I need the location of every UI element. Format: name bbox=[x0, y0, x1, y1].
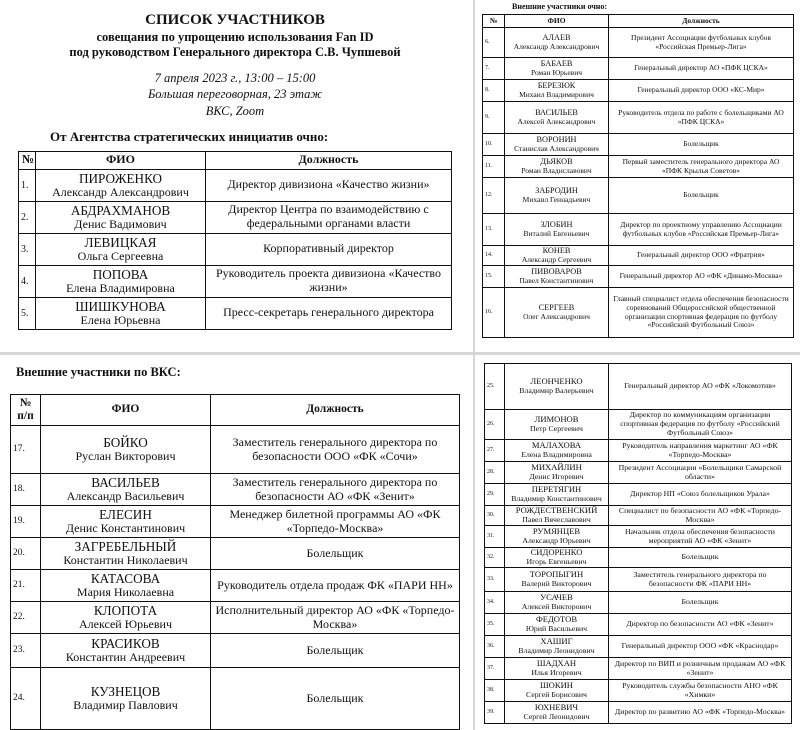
row-number: 31. bbox=[485, 526, 505, 548]
participant-name bbox=[505, 680, 609, 702]
row-number: 14. bbox=[483, 246, 505, 266]
table-row bbox=[11, 474, 460, 506]
participant-last-name: КАТАСОВА bbox=[90, 571, 161, 587]
row-number: 22. bbox=[11, 602, 41, 634]
participant-last-name: ПИВОВАРОВ bbox=[531, 267, 582, 277]
participant-position: Генеральный директор АО «ФК «Динамо-Москва» bbox=[609, 266, 794, 288]
participant-position: Болельщик bbox=[211, 668, 460, 730]
table-row bbox=[485, 636, 792, 658]
participant-last-name: ЕЛЕСИН bbox=[99, 507, 152, 523]
participant-position: Заместитель генерального директора по безопасности АО «ФК «Зенит» bbox=[211, 474, 460, 506]
participant-name bbox=[505, 614, 609, 636]
participant-last-name: ВАСИЛЬЕВ bbox=[91, 475, 160, 491]
participant-last-name: БАБАЕВ bbox=[540, 59, 573, 69]
table-row bbox=[19, 233, 452, 265]
participant-position: Генеральный директор АО «ФК «Локомотив» bbox=[609, 364, 792, 410]
row-number: 25. bbox=[485, 364, 505, 410]
table-row bbox=[485, 526, 792, 548]
participants-table-external-vks bbox=[10, 394, 460, 730]
column-header-position: Должность bbox=[211, 395, 460, 426]
participant-position: Генеральный директор ООО «ФК «Краснодар» bbox=[609, 636, 792, 658]
participant-first-name: Виталий Евгеньевич bbox=[523, 228, 590, 238]
participant-first-name: Алексей Викторович bbox=[521, 601, 592, 611]
participant-first-name: Роман Владиславович bbox=[521, 165, 592, 175]
table-row bbox=[11, 538, 460, 570]
participant-first-name: Елена Юрьевна bbox=[80, 312, 161, 327]
participant-last-name: ЛИМОНОВ bbox=[534, 414, 579, 425]
participant-first-name: Денис Игоревич bbox=[529, 471, 584, 481]
participant-name bbox=[505, 592, 609, 614]
participant-position: Руководитель отдела по работе с болельщиками АО «ПФК ЦСКА» bbox=[609, 102, 794, 134]
participant-first-name: Олег Александрович bbox=[523, 311, 590, 321]
participant-last-name: АБДРАХМАНОВ bbox=[70, 202, 171, 218]
participant-position: Директор по коммуникациям организации спортивная федерация по футболу «Российский Футбольный Союз» bbox=[609, 410, 792, 440]
table-row bbox=[485, 548, 792, 568]
table-row bbox=[483, 134, 794, 156]
table-row bbox=[485, 702, 792, 724]
row-number: 16. bbox=[483, 288, 505, 338]
participant-position: Руководитель службы безопасности АНО «ФК «Химки» bbox=[609, 680, 792, 702]
row-number: 6. bbox=[483, 28, 505, 58]
participant-last-name: ДЬЯКОВ bbox=[540, 157, 573, 167]
participant-position: Президент Ассоциации футбольных клубов «Российская Премьер-Лига» bbox=[609, 28, 794, 58]
participant-position: Болельщик bbox=[609, 178, 794, 214]
participant-last-name: ШОКИН bbox=[540, 680, 573, 691]
table-row bbox=[485, 568, 792, 592]
table-row bbox=[485, 658, 792, 680]
row-number: 32. bbox=[485, 548, 505, 568]
participant-name bbox=[41, 570, 211, 602]
table-header-row bbox=[11, 395, 460, 426]
row-number: 24. bbox=[11, 668, 41, 730]
participant-position: Исполнительный директор АО «ФК «Торпедо-Москва» bbox=[211, 602, 460, 634]
row-number: 9. bbox=[483, 102, 505, 134]
participant-last-name: ЗЛОБИН bbox=[540, 220, 573, 230]
participant-position: Начальник отдела обеспечения безопасности мероприятий АО «ФК «Зенит» bbox=[609, 526, 792, 548]
section-external-vks-heading: Внешние участники по ВКС: bbox=[16, 365, 181, 379]
participant-position: Специалист по безопасности АО «ФК «Торпедо-Москва» bbox=[609, 506, 792, 526]
page-4-panel bbox=[478, 357, 800, 730]
participant-last-name: ЛЕОНЧЕНКО bbox=[530, 376, 583, 387]
table-row bbox=[485, 484, 792, 506]
table-row bbox=[485, 614, 792, 636]
row-number: 30. bbox=[485, 506, 505, 526]
participant-last-name: БОЙКО bbox=[103, 435, 148, 451]
participants-table-external-vks-continued bbox=[484, 363, 792, 724]
column-header-position: Должность bbox=[206, 151, 452, 169]
participant-position: Руководитель направления маркетинг АО «ФК «Торпедо-Москва» bbox=[609, 440, 792, 462]
participant-last-name: УСАЧЕВ bbox=[540, 592, 573, 603]
row-number: 12. bbox=[483, 178, 505, 214]
participant-first-name: Владимир Павлович bbox=[73, 698, 178, 713]
table-row bbox=[483, 28, 794, 58]
participant-name bbox=[36, 265, 206, 297]
table-row bbox=[11, 570, 460, 602]
participant-first-name: Петр Сергеевич bbox=[530, 423, 583, 433]
row-number: 36. bbox=[485, 636, 505, 658]
participant-position: Генеральный директор ООО «Фратрия» bbox=[609, 246, 794, 266]
participant-first-name: Михаил Владимирович bbox=[519, 89, 594, 99]
table-header-row bbox=[483, 15, 794, 28]
row-number: 15. bbox=[483, 266, 505, 288]
participant-first-name: Игорь Евгеньевич bbox=[526, 556, 587, 566]
participant-name bbox=[505, 526, 609, 548]
participant-last-name: ПИРОЖЕНКО bbox=[78, 170, 163, 186]
participant-position: Директор по безопасности АО «ФК «Зенит» bbox=[609, 614, 792, 636]
participant-position: Директор по проектному управлению Ассоциации футбольных клубов «Российская Премьер-Лига» bbox=[609, 214, 794, 246]
participant-first-name: Станислав Александрович bbox=[514, 143, 599, 153]
participant-position: Менеджер билетной программы АО «ФК «Торпедо-Москва» bbox=[211, 506, 460, 538]
participant-first-name: Алексей Юрьевич bbox=[79, 617, 172, 632]
column-header-number: № bbox=[19, 151, 36, 169]
column-header-name: ФИО bbox=[36, 151, 206, 169]
participant-position: Пресс-секретарь генерального директора bbox=[206, 297, 452, 329]
row-number: 21. bbox=[11, 570, 41, 602]
participant-last-name: ПЕРЕТЯГИН bbox=[531, 484, 582, 495]
row-number: 7. bbox=[483, 58, 505, 80]
document-subtitle-2: под руководством Генерального директора С.В. Чупшевой bbox=[69, 45, 401, 59]
participant-last-name: КУЗНЕЦОВ bbox=[90, 684, 161, 700]
page-1-panel bbox=[0, 0, 470, 350]
participant-name bbox=[505, 58, 609, 80]
participant-first-name: Константин Николаевич bbox=[63, 553, 188, 568]
participant-first-name: Михаил Геннадьевич bbox=[522, 194, 591, 204]
table-row bbox=[11, 668, 460, 730]
row-number: 11. bbox=[483, 156, 505, 178]
participant-first-name: Александр Юрьевич bbox=[522, 535, 591, 545]
participant-last-name: СИДОРЕНКО bbox=[530, 547, 583, 558]
table-row bbox=[483, 178, 794, 214]
row-number: 13. bbox=[483, 214, 505, 246]
participant-first-name: Илья Игоревич bbox=[531, 667, 582, 677]
column-header-name: ФИО bbox=[41, 395, 211, 426]
participants-table-asi bbox=[18, 151, 452, 330]
row-number: 28. bbox=[485, 462, 505, 484]
participant-name bbox=[41, 668, 211, 730]
participant-first-name: Павел Константинович bbox=[519, 275, 594, 285]
participant-name bbox=[505, 80, 609, 102]
table-row bbox=[485, 506, 792, 526]
row-number: 1. bbox=[19, 169, 36, 201]
participant-position: Руководитель отдела продаж ФК «ПАРИ НН» bbox=[211, 570, 460, 602]
column-header-name: ФИО bbox=[505, 15, 609, 28]
participant-last-name: ТОРОПЫГИН bbox=[529, 569, 584, 580]
participant-name bbox=[505, 246, 609, 266]
table-row bbox=[485, 410, 792, 440]
participant-position: Директор дивизиона «Качество жизни» bbox=[206, 169, 452, 201]
meeting-place: Большая переговорная, 23 этаж bbox=[147, 87, 323, 102]
participant-last-name: БЕРЕЗЮК bbox=[537, 81, 576, 91]
section-asi-heading: От Агентства стратегических инициатив очно: bbox=[50, 128, 329, 144]
participant-name bbox=[41, 426, 211, 474]
participant-name bbox=[505, 506, 609, 526]
participant-name bbox=[505, 658, 609, 680]
row-number: 33. bbox=[485, 568, 505, 592]
participant-last-name: ФЕДОТОВ bbox=[535, 614, 578, 625]
participant-name bbox=[505, 214, 609, 246]
participant-position: Главный специалист отдела обеспечения безопасности соревнований Общероссийской общественной организации спортивная федерация по футболу «Российский Футбольный Союз» bbox=[609, 288, 794, 338]
participant-last-name: ВОРОНИН bbox=[536, 135, 577, 145]
table-row bbox=[485, 592, 792, 614]
participant-last-name: КРАСИКОВ bbox=[91, 636, 160, 652]
participant-first-name: Павел Вячеславович bbox=[522, 514, 591, 524]
participant-name bbox=[505, 440, 609, 462]
row-number: 37. bbox=[485, 658, 505, 680]
participant-last-name: АЛАЕВ bbox=[542, 33, 571, 43]
table-row bbox=[11, 602, 460, 634]
page-2-panel bbox=[478, 0, 800, 352]
table-row bbox=[11, 634, 460, 668]
row-number: 26. bbox=[485, 410, 505, 440]
row-number: 4. bbox=[19, 265, 36, 297]
participant-name bbox=[505, 134, 609, 156]
meeting-datetime: 7 апреля 2023 г., 13:00 – 15:00 bbox=[154, 71, 316, 85]
table-row bbox=[483, 80, 794, 102]
participant-position: Болельщик bbox=[609, 548, 792, 568]
participant-name bbox=[36, 297, 206, 329]
row-number: 23. bbox=[11, 634, 41, 668]
participant-name bbox=[505, 568, 609, 592]
panel-divider-vertical bbox=[473, 0, 475, 730]
row-number: 39. bbox=[485, 702, 505, 724]
participant-first-name: Александр Сергеевич bbox=[521, 254, 592, 264]
table-row bbox=[19, 201, 452, 233]
document-title: СПИСОК УЧАСТНИКОВ bbox=[145, 12, 325, 28]
row-number: 3. bbox=[19, 233, 36, 265]
participant-name bbox=[41, 506, 211, 538]
participant-last-name: ШИШКУНОВА bbox=[75, 298, 166, 314]
table-row bbox=[19, 297, 452, 329]
row-number: 8. bbox=[483, 80, 505, 102]
row-number: 27. bbox=[485, 440, 505, 462]
participant-position: Болельщик bbox=[609, 592, 792, 614]
column-header-number: № п/п bbox=[11, 395, 41, 426]
participant-position: Заместитель генерального директора по безопасности ООО «ФК «Сочи» bbox=[211, 426, 460, 474]
participant-first-name: Александр Александрович bbox=[513, 41, 600, 51]
participant-position: Руководитель проекта дивизиона «Качество жизни» bbox=[206, 265, 452, 297]
participant-last-name: МИХАЙЛИН bbox=[531, 462, 582, 473]
participant-position: Директор по ВИП и розничным продажам АО «ФК «Зенит» bbox=[609, 658, 792, 680]
participants-table-external-inperson bbox=[482, 14, 794, 338]
row-number: 34. bbox=[485, 592, 505, 614]
table-row bbox=[483, 102, 794, 134]
participant-last-name: ЗАГРЕБЕЛЬНЫЙ bbox=[74, 539, 177, 555]
participant-name bbox=[41, 602, 211, 634]
section-external-inperson-heading: Внешние участники очно: bbox=[512, 2, 608, 11]
participant-last-name: ВАСИЛЬЕВ bbox=[535, 108, 578, 118]
participant-first-name: Валерий Викторович bbox=[521, 578, 592, 588]
table-row bbox=[485, 364, 792, 410]
participant-first-name: Денис Константинович bbox=[65, 521, 186, 536]
participant-last-name: ЗАБРОДИН bbox=[535, 186, 578, 196]
table-row bbox=[11, 426, 460, 474]
participant-name bbox=[41, 634, 211, 668]
participant-name bbox=[36, 201, 206, 233]
participant-name bbox=[505, 28, 609, 58]
participant-last-name: ЮХНЕВИЧ bbox=[534, 702, 579, 713]
row-number: 29. bbox=[485, 484, 505, 506]
participant-name bbox=[505, 410, 609, 440]
participant-first-name: Сергей Леонидович bbox=[523, 711, 590, 721]
table-row bbox=[483, 214, 794, 246]
participant-position: Первый заместитель генерального директора АО «ПФК Крылья Советов» bbox=[609, 156, 794, 178]
participant-position: Директор Центра по взаимодействию с федеральными органами власти bbox=[206, 201, 452, 233]
participant-first-name: Руслан Викторович bbox=[75, 449, 176, 464]
row-number: 5. bbox=[19, 297, 36, 329]
participant-first-name: Елена Владимировна bbox=[66, 280, 175, 295]
participant-first-name: Ольга Сергеевна bbox=[77, 248, 164, 263]
participant-position: Директор НП «Союз болельщиков Урала» bbox=[609, 484, 792, 506]
participant-name bbox=[36, 233, 206, 265]
table-row bbox=[485, 462, 792, 484]
participant-position: Генеральный директор АО «ПФК ЦСКА» bbox=[609, 58, 794, 80]
participant-first-name: Мария Николаевна bbox=[76, 585, 175, 600]
participant-position: Директор по развитию АО «ФК «Торпедо-Москва» bbox=[609, 702, 792, 724]
participant-first-name: Юрий Васильевич bbox=[525, 623, 588, 633]
participant-first-name: Роман Юрьевич bbox=[530, 67, 583, 77]
participant-first-name: Елена Владимировна bbox=[521, 449, 592, 459]
participant-position: Болельщик bbox=[609, 134, 794, 156]
participant-name bbox=[505, 702, 609, 724]
meeting-format: ВКС, Zoom bbox=[205, 103, 265, 118]
participant-first-name: Владимир Валерьевич bbox=[519, 385, 594, 395]
participant-position: Болельщик bbox=[211, 538, 460, 570]
participant-name bbox=[505, 266, 609, 288]
participant-last-name: ЛЕВИЦКАЯ bbox=[84, 234, 157, 250]
table-row bbox=[483, 156, 794, 178]
table-row bbox=[483, 246, 794, 266]
participant-last-name: ПОПОВА bbox=[92, 266, 149, 282]
participant-position: Заместитель генерального директора по безопасности ФК «ПАРИ НН» bbox=[609, 568, 792, 592]
participant-position: Генеральный директор ООО «КС-Мир» bbox=[609, 80, 794, 102]
participant-last-name: СЕРГЕЕВ bbox=[538, 303, 575, 313]
table-row bbox=[483, 58, 794, 80]
participant-name bbox=[505, 178, 609, 214]
participant-last-name: ХАШИГ bbox=[540, 636, 573, 647]
row-number: 10. bbox=[483, 134, 505, 156]
participant-name bbox=[41, 538, 211, 570]
participant-position: Президент Ассоциации «Болельщики Самарской области» bbox=[609, 462, 792, 484]
participant-name bbox=[505, 548, 609, 568]
participant-name bbox=[505, 156, 609, 178]
table-row bbox=[11, 506, 460, 538]
participant-name bbox=[505, 288, 609, 338]
participant-first-name: Константин Андреевич bbox=[65, 650, 186, 665]
participant-last-name: МАЛАХОВА bbox=[531, 440, 582, 451]
participant-first-name: Сергей Борисович bbox=[526, 689, 587, 699]
table-header-row bbox=[19, 151, 452, 169]
row-number: 20. bbox=[11, 538, 41, 570]
participant-first-name: Александр Васильевич bbox=[66, 489, 185, 504]
row-number: 2. bbox=[19, 201, 36, 233]
row-number: 35. bbox=[485, 614, 505, 636]
participant-first-name: Алексей Александрович bbox=[517, 116, 596, 126]
participant-position: Корпоративный директор bbox=[206, 233, 452, 265]
column-header-number: № bbox=[483, 15, 505, 28]
participant-last-name: РОЖДЕСТВЕНСКИЙ bbox=[515, 505, 598, 516]
participant-name bbox=[505, 484, 609, 506]
participant-name bbox=[36, 169, 206, 201]
table-row bbox=[19, 169, 452, 201]
participant-name bbox=[505, 102, 609, 134]
column-header-position: Должность bbox=[609, 15, 794, 28]
participant-last-name: РУМЯНЦЕВ bbox=[532, 526, 581, 537]
table-row bbox=[483, 288, 794, 338]
document-subtitle-1: совещания по упрощению использования Fan ID bbox=[96, 30, 374, 44]
participant-name bbox=[41, 474, 211, 506]
row-number: 38. bbox=[485, 680, 505, 702]
participant-name bbox=[505, 364, 609, 410]
participant-last-name: ШАДХАН bbox=[536, 658, 577, 669]
row-number: 19. bbox=[11, 506, 41, 538]
table-row bbox=[485, 680, 792, 702]
table-row bbox=[483, 266, 794, 288]
participant-first-name: Александр Александрович bbox=[52, 184, 189, 199]
page-3-panel bbox=[0, 357, 470, 730]
participant-last-name: КЛОПОТА bbox=[93, 603, 158, 619]
row-number: 18. bbox=[11, 474, 41, 506]
participant-position: Болельщик bbox=[211, 634, 460, 668]
table-row bbox=[19, 265, 452, 297]
participant-first-name: Денис Вадимович bbox=[74, 216, 167, 231]
participant-first-name: Владимир Леонидович bbox=[518, 645, 595, 655]
panel-divider-horizontal bbox=[0, 352, 800, 355]
row-number: 17. bbox=[11, 426, 41, 474]
participant-last-name: КОНЕВ bbox=[542, 246, 571, 256]
participant-name bbox=[505, 462, 609, 484]
participant-name bbox=[505, 636, 609, 658]
participant-first-name: Владимир Константинович bbox=[511, 493, 602, 503]
table-row bbox=[485, 440, 792, 462]
